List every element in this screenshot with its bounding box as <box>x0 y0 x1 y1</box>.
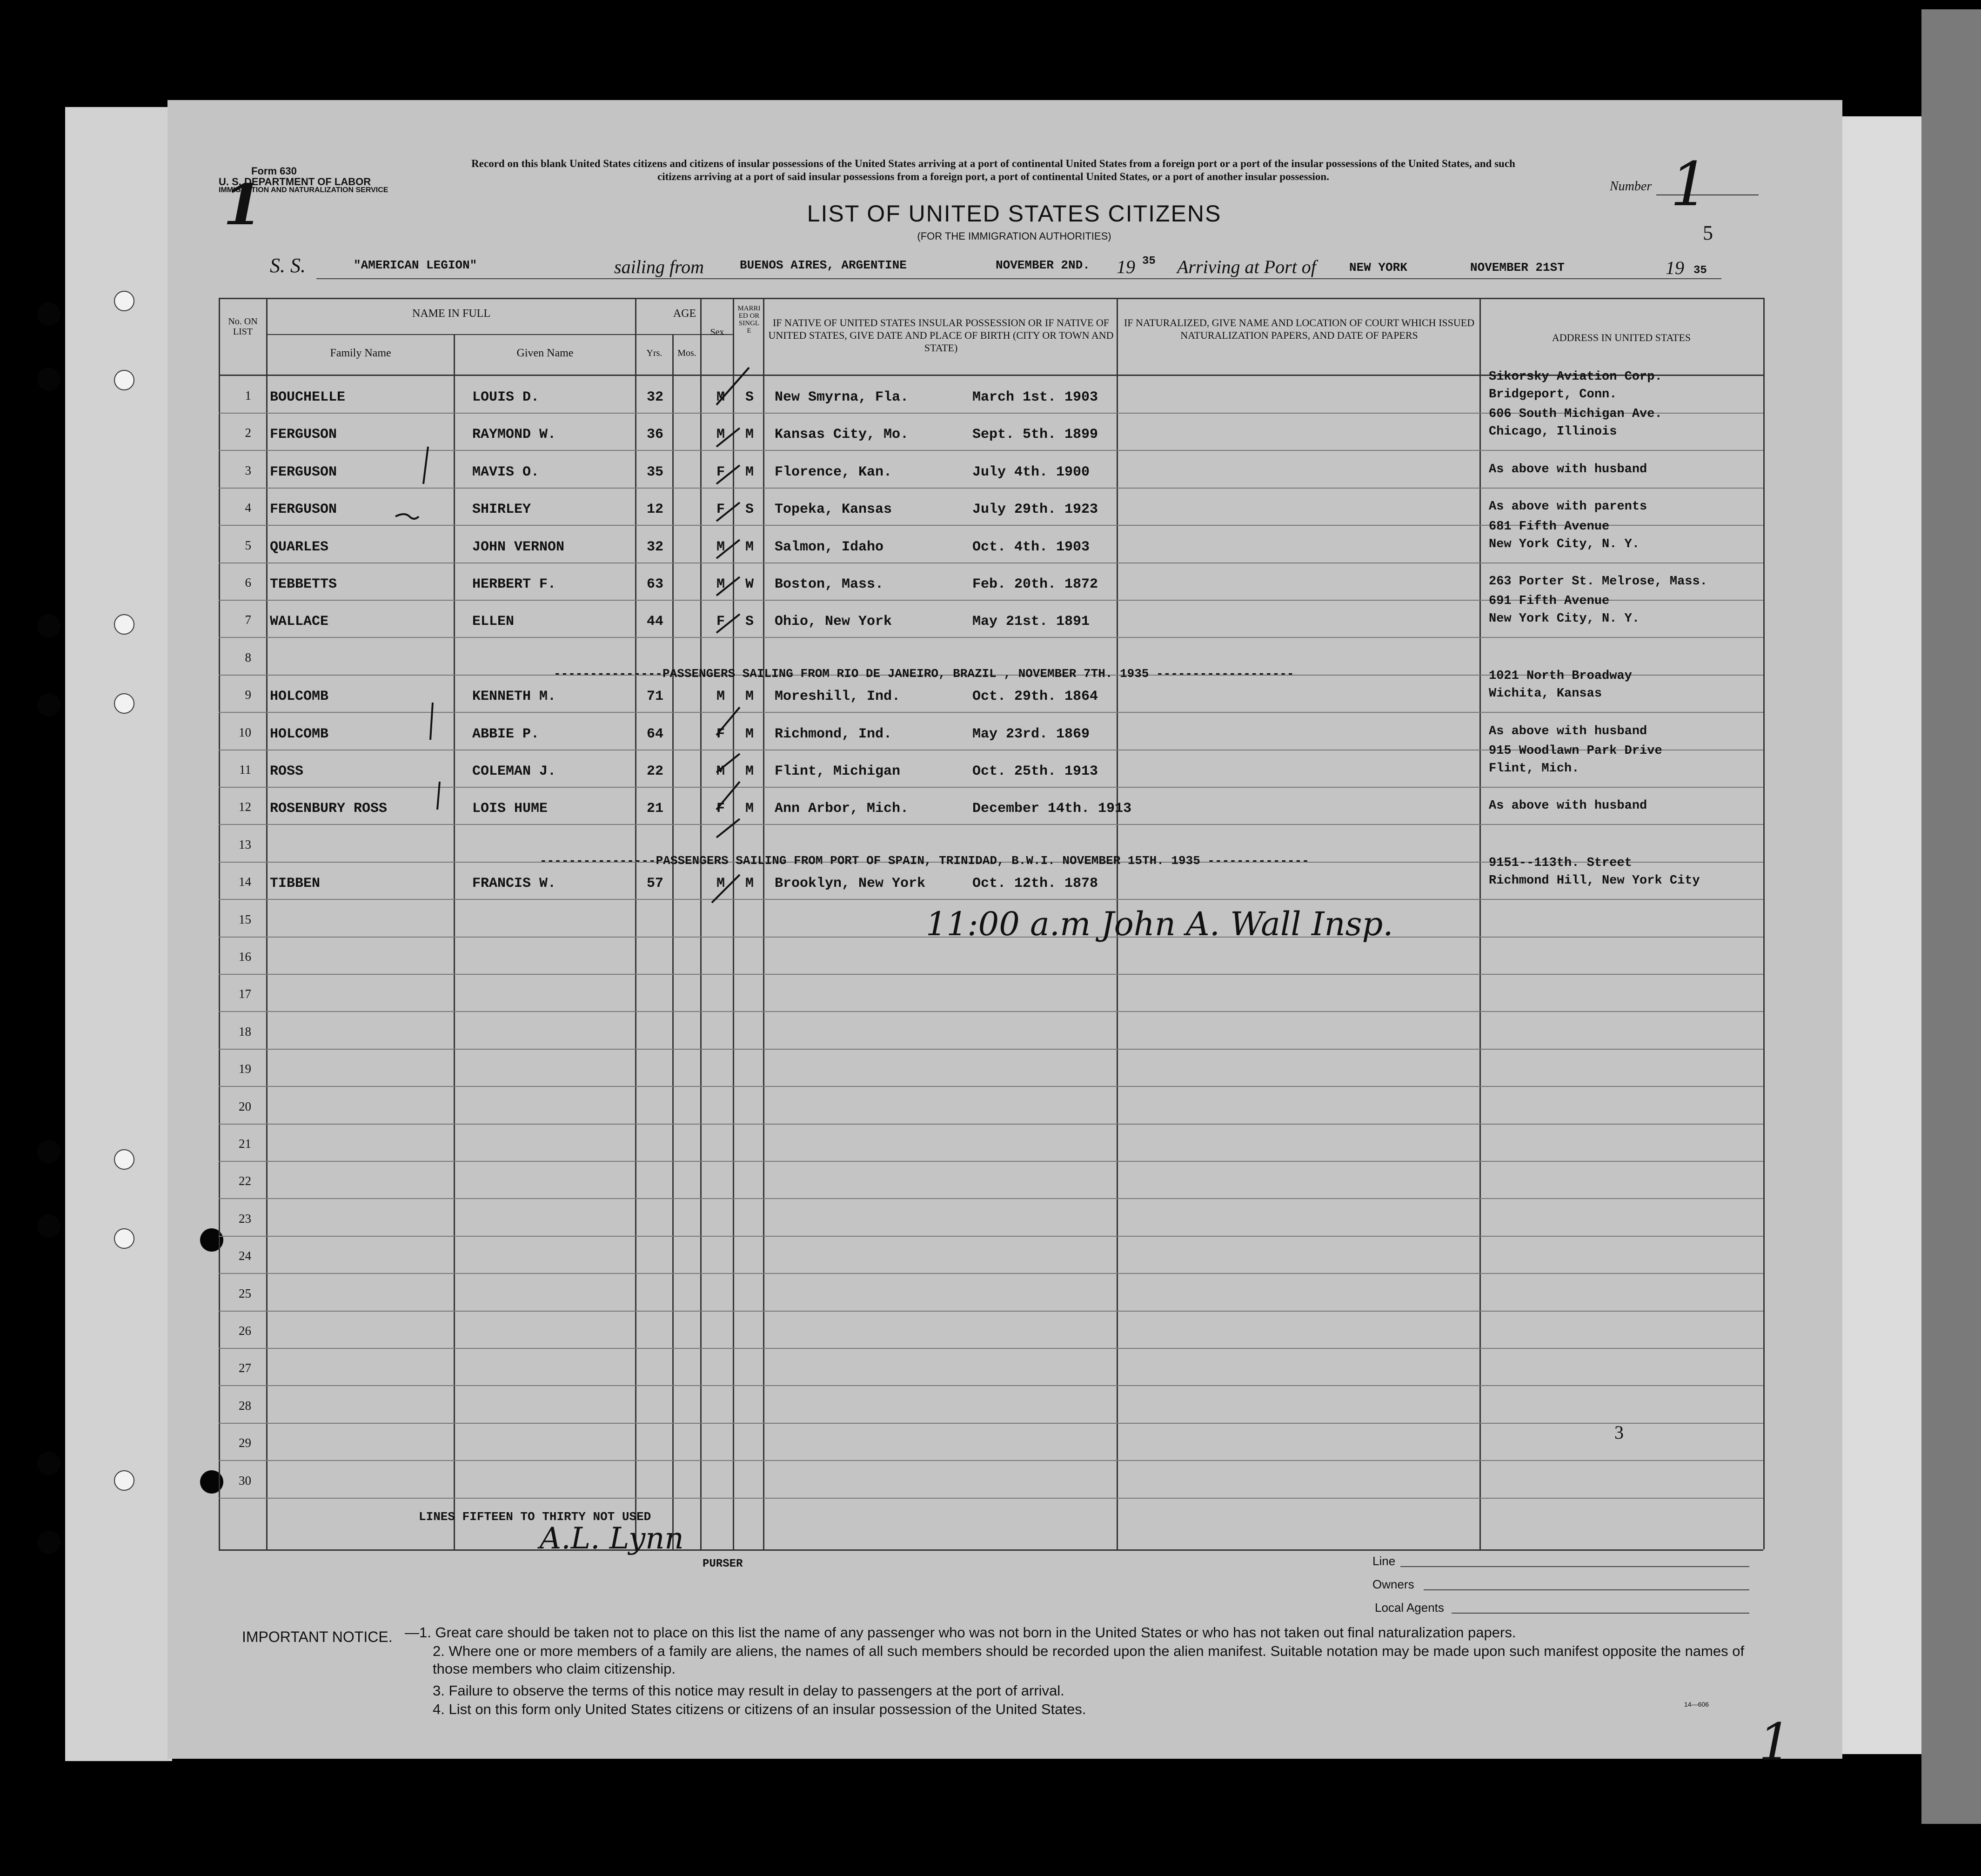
family-name: WALLACE <box>270 614 329 630</box>
binder-hole <box>114 1228 134 1249</box>
marital-status: W <box>745 576 754 592</box>
marital-status: M <box>745 539 754 555</box>
page-subtitle: (FOR THE IMMIGRATION AUTHORITIES) <box>917 230 1111 242</box>
ss-label: S. S. <box>270 254 306 277</box>
arriving-label: Arriving at Port of <box>1177 256 1316 277</box>
sex: M <box>716 427 725 442</box>
row-number: 27 <box>239 1361 251 1375</box>
row-rule <box>219 1498 1763 1499</box>
col-header-yrs: Yrs. <box>646 348 663 358</box>
given-name: FRANCIS W. <box>472 876 556 891</box>
row-number: 3 <box>245 463 251 477</box>
age-years: 63 <box>647 576 664 592</box>
row-number: 13 <box>239 838 251 851</box>
notice-3: 3. Failure to observe the terms of this notice may result in delay to passengers at the port of arrival. <box>433 1682 1064 1699</box>
family-name: BOUCHELLE <box>270 389 346 405</box>
row-number: 8 <box>245 650 251 664</box>
address-line-2: As above with husband <box>1489 462 1647 476</box>
punch-hole <box>37 693 60 717</box>
col-header-no: No. ON LIST <box>228 316 258 337</box>
row-number: 20 <box>239 1099 251 1113</box>
row-rule <box>219 1423 1763 1424</box>
age-years: 32 <box>647 389 664 405</box>
given-name: JOHN VERNON <box>472 539 565 555</box>
row-rule <box>219 1273 1763 1274</box>
col-header-mos: Mos. <box>677 348 696 358</box>
row-number: 25 <box>239 1286 251 1300</box>
form-code: 14—606 <box>1684 1701 1709 1708</box>
sex: M <box>716 689 725 704</box>
sex: M <box>716 389 725 405</box>
row-number: 28 <box>239 1399 251 1413</box>
row-number: 9 <box>245 688 251 702</box>
notice-label: IMPORTANT NOTICE. <box>242 1628 393 1645</box>
separator-trinidad: ----------------PASSENGERS SAILING FROM PORT OF SPAIN, TRINIDAD, B.W.I. NOVEMBER 15TH. 1935 -------------- <box>540 854 1309 868</box>
row-number: 22 <box>239 1174 251 1188</box>
birth-place: Moreshill, Ind. <box>775 689 901 704</box>
page-mark: 5 <box>1703 221 1713 244</box>
row-number: 1 <box>245 389 251 402</box>
col-rule <box>1763 298 1765 1549</box>
agents-underline <box>1452 1613 1749 1614</box>
birth-date: Oct. 25th. 1913 <box>972 764 1098 779</box>
purser-label: PURSER <box>703 1558 743 1570</box>
sex: F <box>716 464 725 480</box>
marital-status: S <box>745 614 754 630</box>
notice-1: —1. Great care should be taken not to place on this list the name of any passenger who was not born in the United States or who has not taken out final naturalization papers. <box>405 1624 1516 1641</box>
given-name: LOIS HUME <box>472 801 548 817</box>
address-line-2: Chicago, Illinois <box>1489 425 1617 439</box>
given-name: SHIRLEY <box>472 502 531 517</box>
row-rule <box>219 1198 1763 1199</box>
address-line-2: Flint, Mich. <box>1489 762 1579 776</box>
birth-place: Salmon, Idaho <box>775 539 884 555</box>
row-number: 15 <box>239 912 251 926</box>
arrival-year: 35 <box>1693 264 1707 277</box>
birth-place: Topeka, Kansas <box>775 502 892 517</box>
row-number: 23 <box>239 1212 251 1226</box>
notice-4: 4. List on this form only United States citizens or citizens of an insular possession of the United States. <box>433 1701 1086 1717</box>
family-name: TEBBETTS <box>270 576 337 592</box>
arrival-date: NOVEMBER 21ST <box>1470 261 1565 275</box>
address-line-2: Bridgeport, Conn. <box>1489 388 1617 402</box>
col-header-naturalized: IF NATURALIZED, GIVE NAME AND LOCATION OF COURT WHICH ISSUED NATURALIZATION PAPERS, AND DATE OF PAPERS <box>1124 317 1475 341</box>
row-number: 11 <box>239 763 251 777</box>
row-rule <box>219 1049 1763 1050</box>
binder-hole <box>114 291 134 311</box>
family-name: FERGUSON <box>270 502 337 517</box>
birth-date: May 21st. 1891 <box>972 614 1090 630</box>
birth-place: Flint, Michigan <box>775 764 901 779</box>
age-years: 35 <box>647 464 664 480</box>
punch-hole <box>37 302 60 326</box>
row-number: 17 <box>239 987 251 1001</box>
birth-place: New Smyrna, Fla. <box>775 389 909 405</box>
row-number: 29 <box>239 1436 251 1450</box>
row-rule <box>219 1086 1763 1087</box>
voyage-underline <box>316 278 1721 279</box>
lines-not-used: LINES FIFTEEN TO THIRTY NOT USED <box>419 1510 651 1524</box>
binder-hole <box>114 614 134 635</box>
col-header-given: Given Name <box>516 347 574 359</box>
address-line-1: 915 Woodlawn Park Drive <box>1489 744 1662 758</box>
line-underline <box>1400 1566 1749 1567</box>
table-top-rule <box>219 298 1763 299</box>
row-number: 16 <box>239 950 251 964</box>
given-name: MAVIS O. <box>472 464 540 480</box>
col-rule <box>219 298 220 1549</box>
birth-date: Feb. 20th. 1872 <box>972 576 1098 592</box>
col-header-name: NAME IN FULL <box>412 308 490 320</box>
given-name: LOUIS D. <box>472 389 540 405</box>
page-edge <box>1838 116 1921 1754</box>
col-header-sex: Sex <box>710 327 724 337</box>
given-name: ELLEN <box>472 614 515 630</box>
age-years: 36 <box>647 427 664 442</box>
row-number: 2 <box>245 426 251 440</box>
corner-mark: 1 <box>223 172 262 238</box>
instructions: Record on this blank United States citizens and citizens of insular possessions of the United States arriving at a port of continental United States from a foreign port or a port of the insular possessions of the United States, and such citizens arriving at a port of said insular possessions from a foreign port, a port of continental United States, or a port of another insular possession. <box>471 158 1515 182</box>
sex: F <box>716 502 725 517</box>
punch-hole <box>37 1452 60 1475</box>
table-bottom-rule <box>219 1549 1763 1551</box>
birth-place: Ann Arbor, Mich. <box>775 801 909 817</box>
age-years: 64 <box>647 726 664 742</box>
sex: F <box>716 801 725 817</box>
sailing-year: 35 <box>1142 255 1156 268</box>
sailing-from-label: sailing from <box>614 256 704 277</box>
row-rule <box>219 1460 1763 1461</box>
sex: M <box>716 539 725 555</box>
margin-number: 3 <box>1614 1422 1624 1443</box>
row-number: 19 <box>239 1062 251 1076</box>
marital-status: M <box>745 801 754 817</box>
address-line-2: As above with husband <box>1489 724 1647 738</box>
age-years: 21 <box>647 801 664 817</box>
row-number: 12 <box>239 800 251 814</box>
binder-hole <box>114 1470 134 1491</box>
row-rule <box>219 1385 1763 1386</box>
scan-border <box>1921 9 1981 1824</box>
age-years: 71 <box>647 689 664 704</box>
punch-hole <box>37 1214 60 1238</box>
row-number: 10 <box>239 725 251 739</box>
sailing-year-prefix: 19 <box>1117 256 1135 277</box>
family-name: ROSENBURY ROSS <box>270 801 388 817</box>
row-number: 30 <box>239 1474 251 1487</box>
birth-date: May 23rd. 1869 <box>972 726 1090 742</box>
punch-hole <box>37 368 60 391</box>
binder-hole <box>114 1149 134 1170</box>
birth-date: Oct. 4th. 1903 <box>972 539 1090 555</box>
marital-status: M <box>745 464 754 480</box>
address-line-2: New York City, N. Y. <box>1489 612 1640 626</box>
binder-hole <box>114 693 134 714</box>
sex: M <box>716 764 725 779</box>
birth-place: Ohio, New York <box>775 614 892 630</box>
row-number: 4 <box>245 501 251 515</box>
birth-date: Oct. 29th. 1864 <box>972 689 1098 704</box>
birth-date: March 1st. 1903 <box>972 389 1098 405</box>
age-years: 57 <box>647 876 664 891</box>
marital-status: M <box>745 689 754 704</box>
address-line-2: Richmond Hill, New York City <box>1489 874 1700 888</box>
sailing-date: NOVEMBER 2ND. <box>996 258 1090 272</box>
address-line-1: 1021 North Broadway <box>1489 669 1632 683</box>
birth-date: July 29th. 1923 <box>972 502 1098 517</box>
col-header-address: ADDRESS IN UNITED STATES <box>1552 332 1691 343</box>
arrival-port: NEW YORK <box>1349 261 1407 275</box>
owners-label: Owners <box>1372 1577 1414 1591</box>
row-number: 21 <box>239 1137 251 1151</box>
family-name: HOLCOMB <box>270 726 329 742</box>
address-line-1: Sikorsky Aviation Corp. <box>1489 370 1662 384</box>
owners-underline <box>1424 1589 1749 1590</box>
col-rule <box>1479 298 1481 1549</box>
given-name: RAYMOND W. <box>472 427 556 442</box>
row-rule <box>219 1311 1763 1312</box>
age-years: 22 <box>647 764 664 779</box>
address-line-2: New York City, N. Y. <box>1489 537 1640 551</box>
age-years: 12 <box>647 502 664 517</box>
marital-status: S <box>745 389 754 405</box>
address-line-2: As above with parents <box>1489 500 1647 514</box>
marital-status: S <box>745 502 754 517</box>
birth-place: Florence, Kan. <box>775 464 892 480</box>
given-name: COLEMAN J. <box>472 764 556 779</box>
row-rule <box>219 1161 1763 1162</box>
given-name: ABBIE P. <box>472 726 540 742</box>
given-name: KENNETH M. <box>472 689 556 704</box>
row-number: 14 <box>239 875 251 889</box>
family-name: QUARLES <box>270 539 329 555</box>
given-name: HERBERT F. <box>472 576 556 592</box>
marital-status: M <box>745 876 754 891</box>
row-number: 7 <box>245 613 251 627</box>
family-name: TIBBEN <box>270 876 321 891</box>
age-years: 32 <box>647 539 664 555</box>
birth-date: Oct. 12th. 1878 <box>972 876 1098 891</box>
inspector-signature: 11:00 a.m John A. Wall Insp. <box>926 905 1393 943</box>
sex: F <box>716 726 725 742</box>
number-value: 1 <box>1670 149 1709 220</box>
birth-place: Richmond, Ind. <box>775 726 892 742</box>
row-number: 18 <box>239 1025 251 1038</box>
birth-date: July 4th. 1900 <box>972 464 1090 480</box>
birth-place: Boston, Mass. <box>775 576 884 592</box>
age-years: 44 <box>647 614 664 630</box>
bottom-mark: 1 <box>1759 1712 1791 1772</box>
row-number: 5 <box>245 538 251 552</box>
col-header-birth: IF NATIVE OF UNITED STATES INSULAR POSSESSION OR IF NATIVE OF UNITED STATES, GIVE DATE AND PLACE OF BIRTH (CITY OR TOWN AND STATE) <box>768 317 1114 354</box>
number-label: Number <box>1610 179 1652 194</box>
punch-hole <box>37 1531 60 1554</box>
punch-hole <box>37 1140 60 1163</box>
sex: F <box>716 614 725 630</box>
birth-date: Sept. 5th. 1899 <box>972 427 1098 442</box>
marital-status: M <box>745 427 754 442</box>
page-title: LIST OF UNITED STATES CITIZENS <box>807 201 1222 227</box>
ship-name: "AMERICAN LEGION" <box>354 258 477 272</box>
birth-date: December 14th. 1913 <box>972 801 1132 817</box>
row-rule <box>219 1348 1763 1349</box>
arrival-year-prefix: 19 <box>1666 257 1684 278</box>
birth-place: Kansas City, Mo. <box>775 427 909 442</box>
notice-2: 2. Where one or more members of a family are aliens, the names of all such members should be recorded upon the alien manifest. Suitable notation may be made upon such manifest opposite the names of those members who claim citizenship. <box>433 1643 1745 1677</box>
binder-hole <box>114 370 134 390</box>
row-number: 6 <box>245 576 251 590</box>
row-rule <box>219 1236 1763 1237</box>
address-line-1: 691 Fifth Avenue <box>1489 594 1610 608</box>
sex: M <box>716 876 725 891</box>
address-line-2: 263 Porter St. Melrose, Mass. <box>1489 575 1707 589</box>
punch-hole <box>37 614 60 637</box>
row-rule <box>219 1124 1763 1125</box>
address-line-1: 606 South Michigan Ave. <box>1489 407 1662 421</box>
col-header-family: Family Name <box>330 347 391 359</box>
line-label: Line <box>1372 1554 1396 1568</box>
address-line-2: As above with husband <box>1489 799 1647 813</box>
address-line-2: Wichita, Kansas <box>1489 687 1602 701</box>
marital-status: M <box>745 764 754 779</box>
form-id: Form 630 <box>251 165 297 177</box>
agents-label: Local Agents <box>1375 1601 1444 1615</box>
separator-rio: ---------------PASSENGERS SAILING FROM RIO DE JANEIRO, BRAZIL , NOVEMBER 7TH. 1935 ------------------- <box>554 667 1294 681</box>
marital-status: M <box>745 726 754 742</box>
department: U. S. DEPARTMENT OF LABOR <box>219 176 371 188</box>
col-header-age: AGE <box>673 308 696 320</box>
service: IMMIGRATION AND NATURALIZATION SERVICE <box>219 186 388 194</box>
binder-strip <box>65 107 172 1761</box>
family-name: ROSS <box>270 764 304 779</box>
purser-signature: A.L. Lynn <box>540 1521 684 1556</box>
sex: M <box>716 576 725 592</box>
sailing-port: BUENOS AIRES, ARGENTINE <box>740 258 907 272</box>
family-name: HOLCOMB <box>270 689 329 704</box>
birth-place: Brooklyn, New York <box>775 876 926 891</box>
address-line-1: 681 Fifth Avenue <box>1489 520 1610 534</box>
col-header-married: MARRIED OR SINGLE <box>737 305 761 335</box>
family-name: FERGUSON <box>270 427 337 442</box>
row-number: 26 <box>239 1324 251 1338</box>
address-line-1: 9151--113th. Street <box>1489 856 1632 870</box>
family-name: FERGUSON <box>270 464 337 480</box>
row-number: 24 <box>239 1249 251 1263</box>
